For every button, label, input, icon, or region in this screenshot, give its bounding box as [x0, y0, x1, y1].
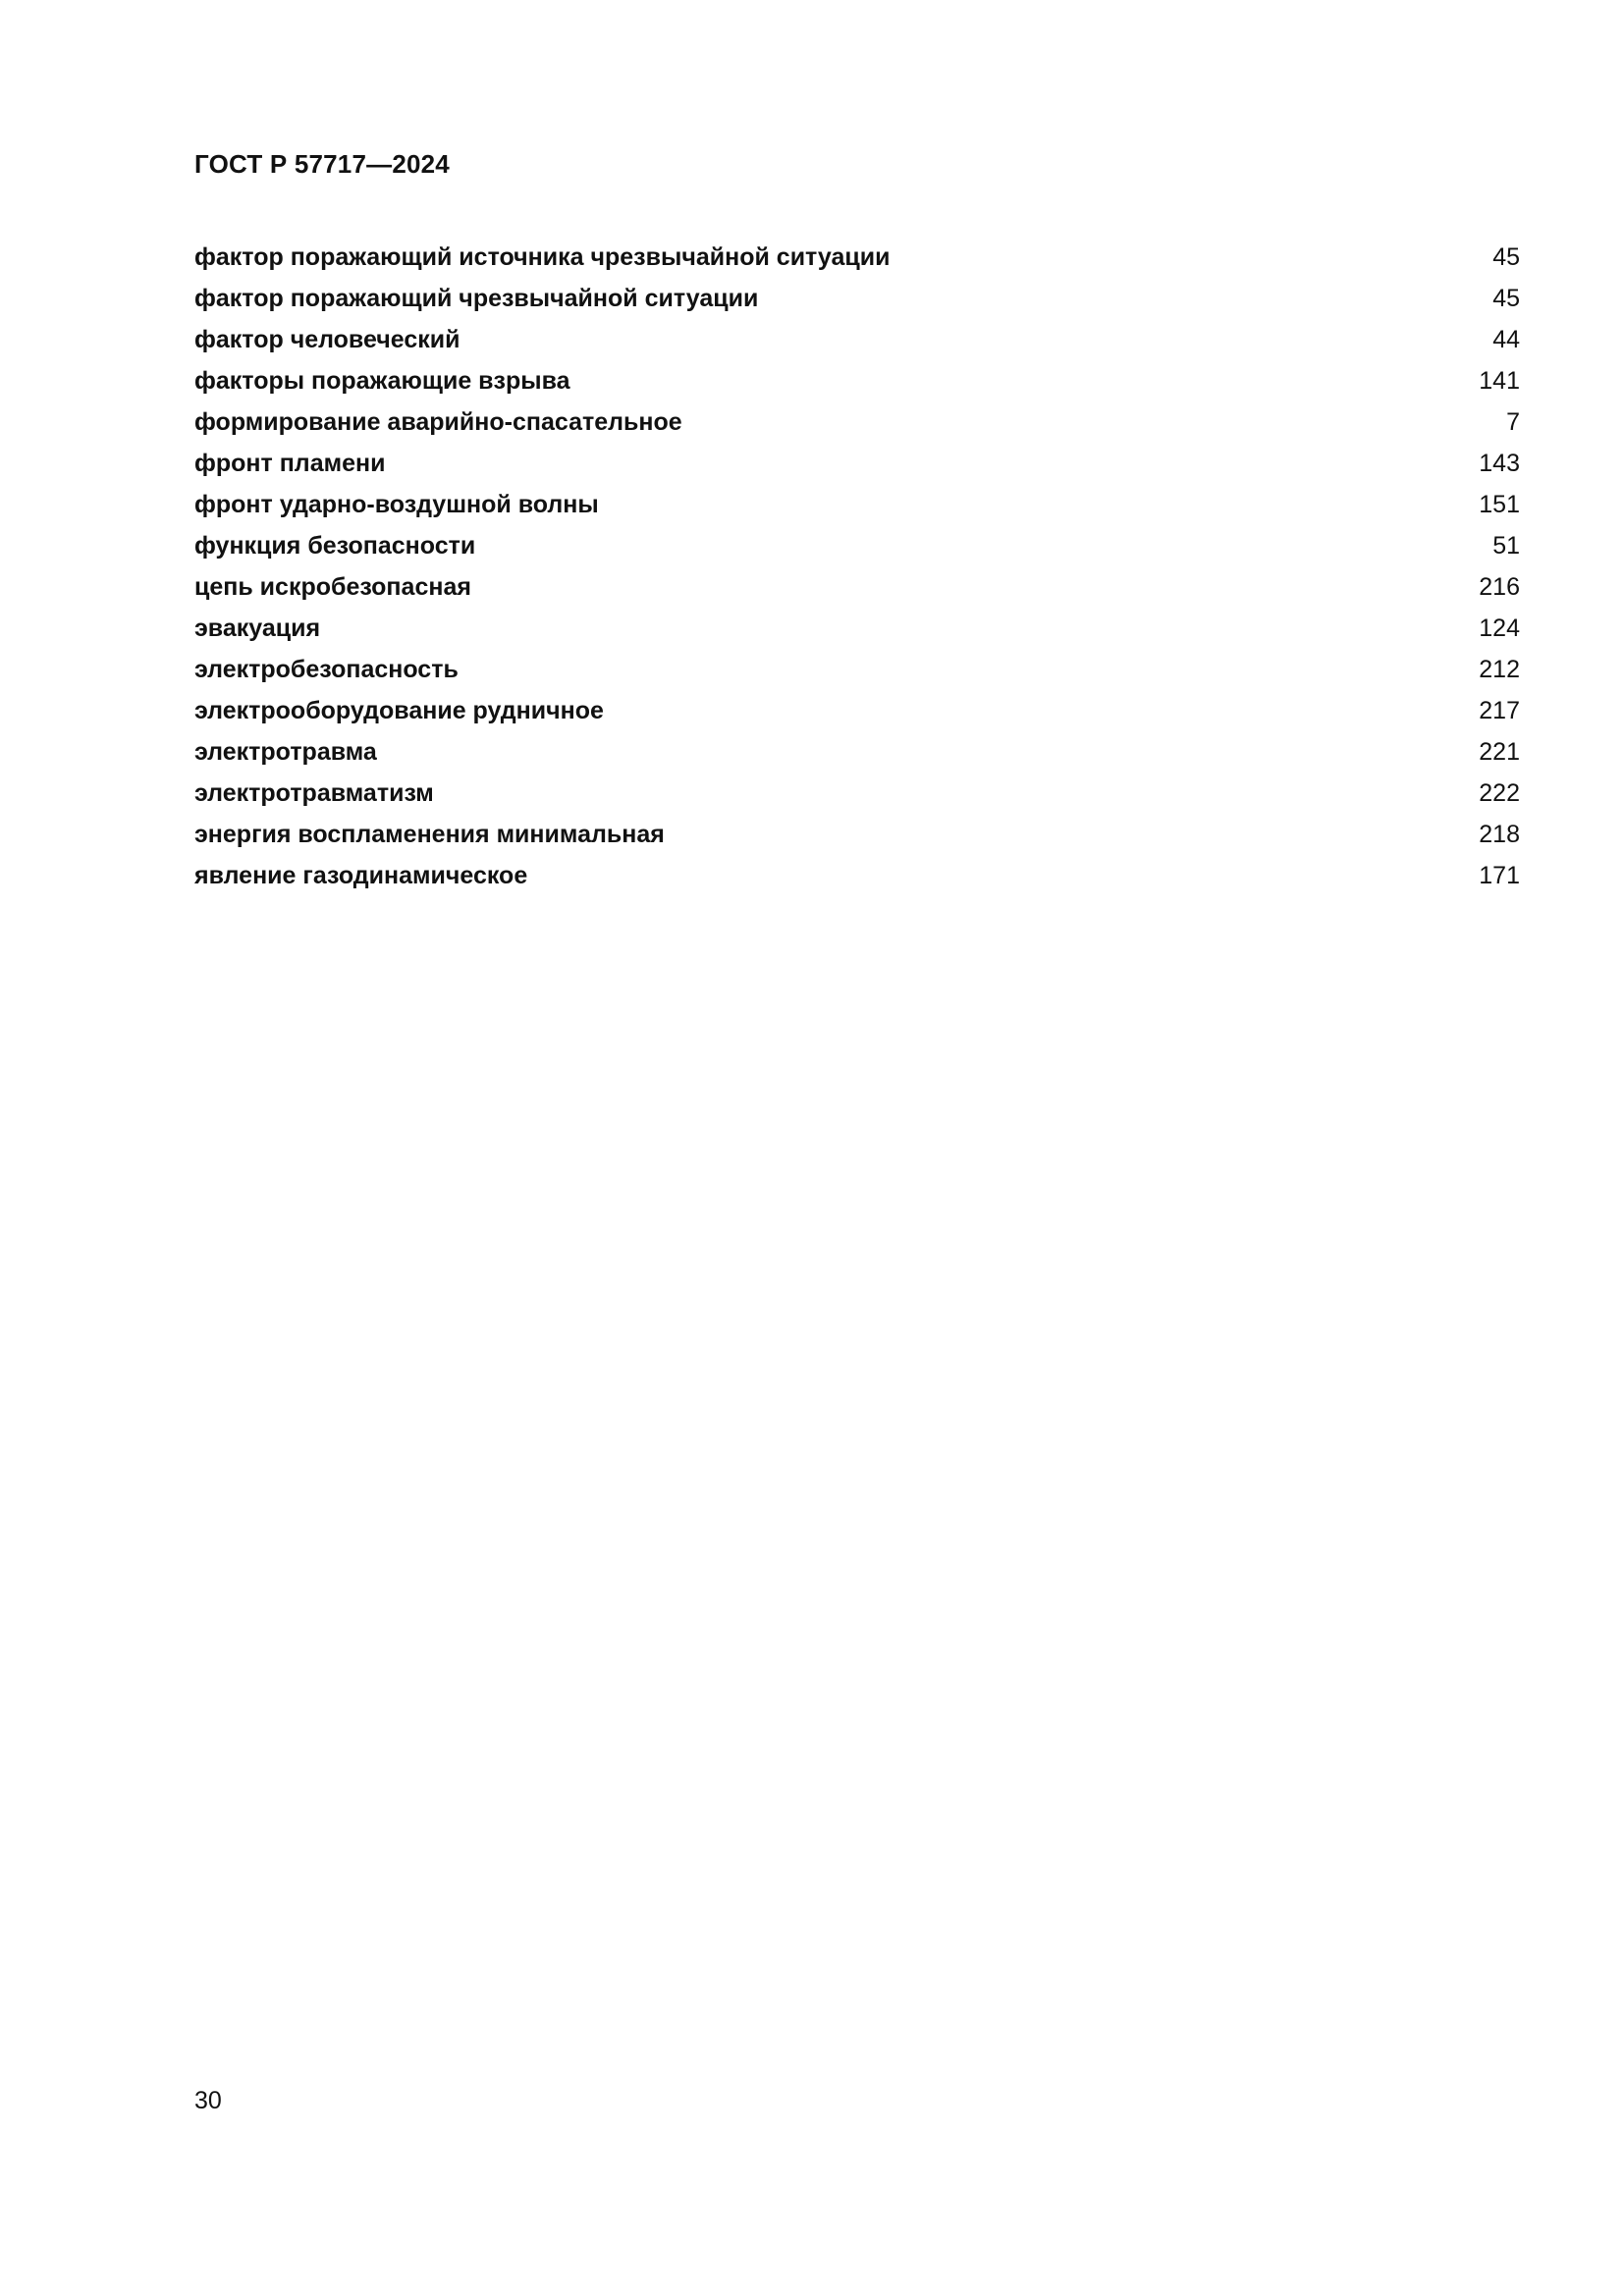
index-entry	[194, 690, 1520, 731]
index-term: эвакуация	[194, 614, 321, 642]
index-entry	[194, 401, 1520, 443]
index-page-ref: 216	[1479, 573, 1520, 601]
index-entry	[194, 566, 1520, 608]
index-page-ref: 221	[1479, 738, 1520, 766]
index-page-ref: 44	[1492, 326, 1520, 353]
index-page-ref: 222	[1479, 779, 1520, 807]
index-entry	[194, 319, 1520, 360]
index-page-ref: 45	[1492, 243, 1520, 271]
index-term: факторы поражающие взрыва	[194, 367, 570, 395]
index-term: фронт ударно-воздушной волны	[194, 491, 599, 518]
index-term: явление газодинамическое	[194, 862, 528, 889]
alphabetical-index	[194, 237, 1520, 896]
index-page-ref: 7	[1506, 408, 1520, 436]
index-page-ref: 151	[1479, 491, 1520, 518]
index-page-ref: 45	[1492, 285, 1520, 312]
index-term: электротравма	[194, 738, 377, 766]
index-term: электротравматизм	[194, 779, 434, 807]
index-entry	[194, 484, 1520, 525]
index-entry	[194, 855, 1520, 896]
index-term: функция безопасности	[194, 532, 476, 560]
index-entry	[194, 608, 1520, 649]
index-page-ref: 212	[1479, 656, 1520, 683]
index-entry	[194, 814, 1520, 855]
page-number: 30	[194, 2087, 222, 2114]
index-term: формирование аварийно-спасательное	[194, 408, 682, 436]
index-term: энергия воспламенения минимальная	[194, 821, 665, 848]
index-entry	[194, 649, 1520, 690]
index-page-ref: 51	[1492, 532, 1520, 560]
document-header: ГОСТ Р 57717—2024	[194, 149, 450, 179]
index-page-ref: 141	[1479, 367, 1520, 395]
index-entry	[194, 525, 1520, 566]
index-entry	[194, 237, 1520, 278]
index-term: фронт пламени	[194, 450, 386, 477]
index-entry	[194, 773, 1520, 814]
index-page-ref: 217	[1479, 697, 1520, 724]
index-term: электробезопасность	[194, 656, 459, 683]
index-term: цепь искробезопасная	[194, 573, 471, 601]
index-page-ref: 171	[1479, 862, 1520, 889]
index-entry	[194, 443, 1520, 484]
index-page-ref: 124	[1479, 614, 1520, 642]
index-page-ref: 218	[1479, 821, 1520, 848]
index-term: фактор поражающий источника чрезвычайной ситуации	[194, 243, 891, 271]
index-entry	[194, 278, 1520, 319]
index-term: электрооборудование рудничное	[194, 697, 604, 724]
index-term: фактор человеческий	[194, 326, 460, 353]
index-page-ref: 143	[1479, 450, 1520, 477]
index-entry	[194, 360, 1520, 401]
index-entry	[194, 731, 1520, 773]
index-term: фактор поражающий чрезвычайной ситуации	[194, 285, 759, 312]
